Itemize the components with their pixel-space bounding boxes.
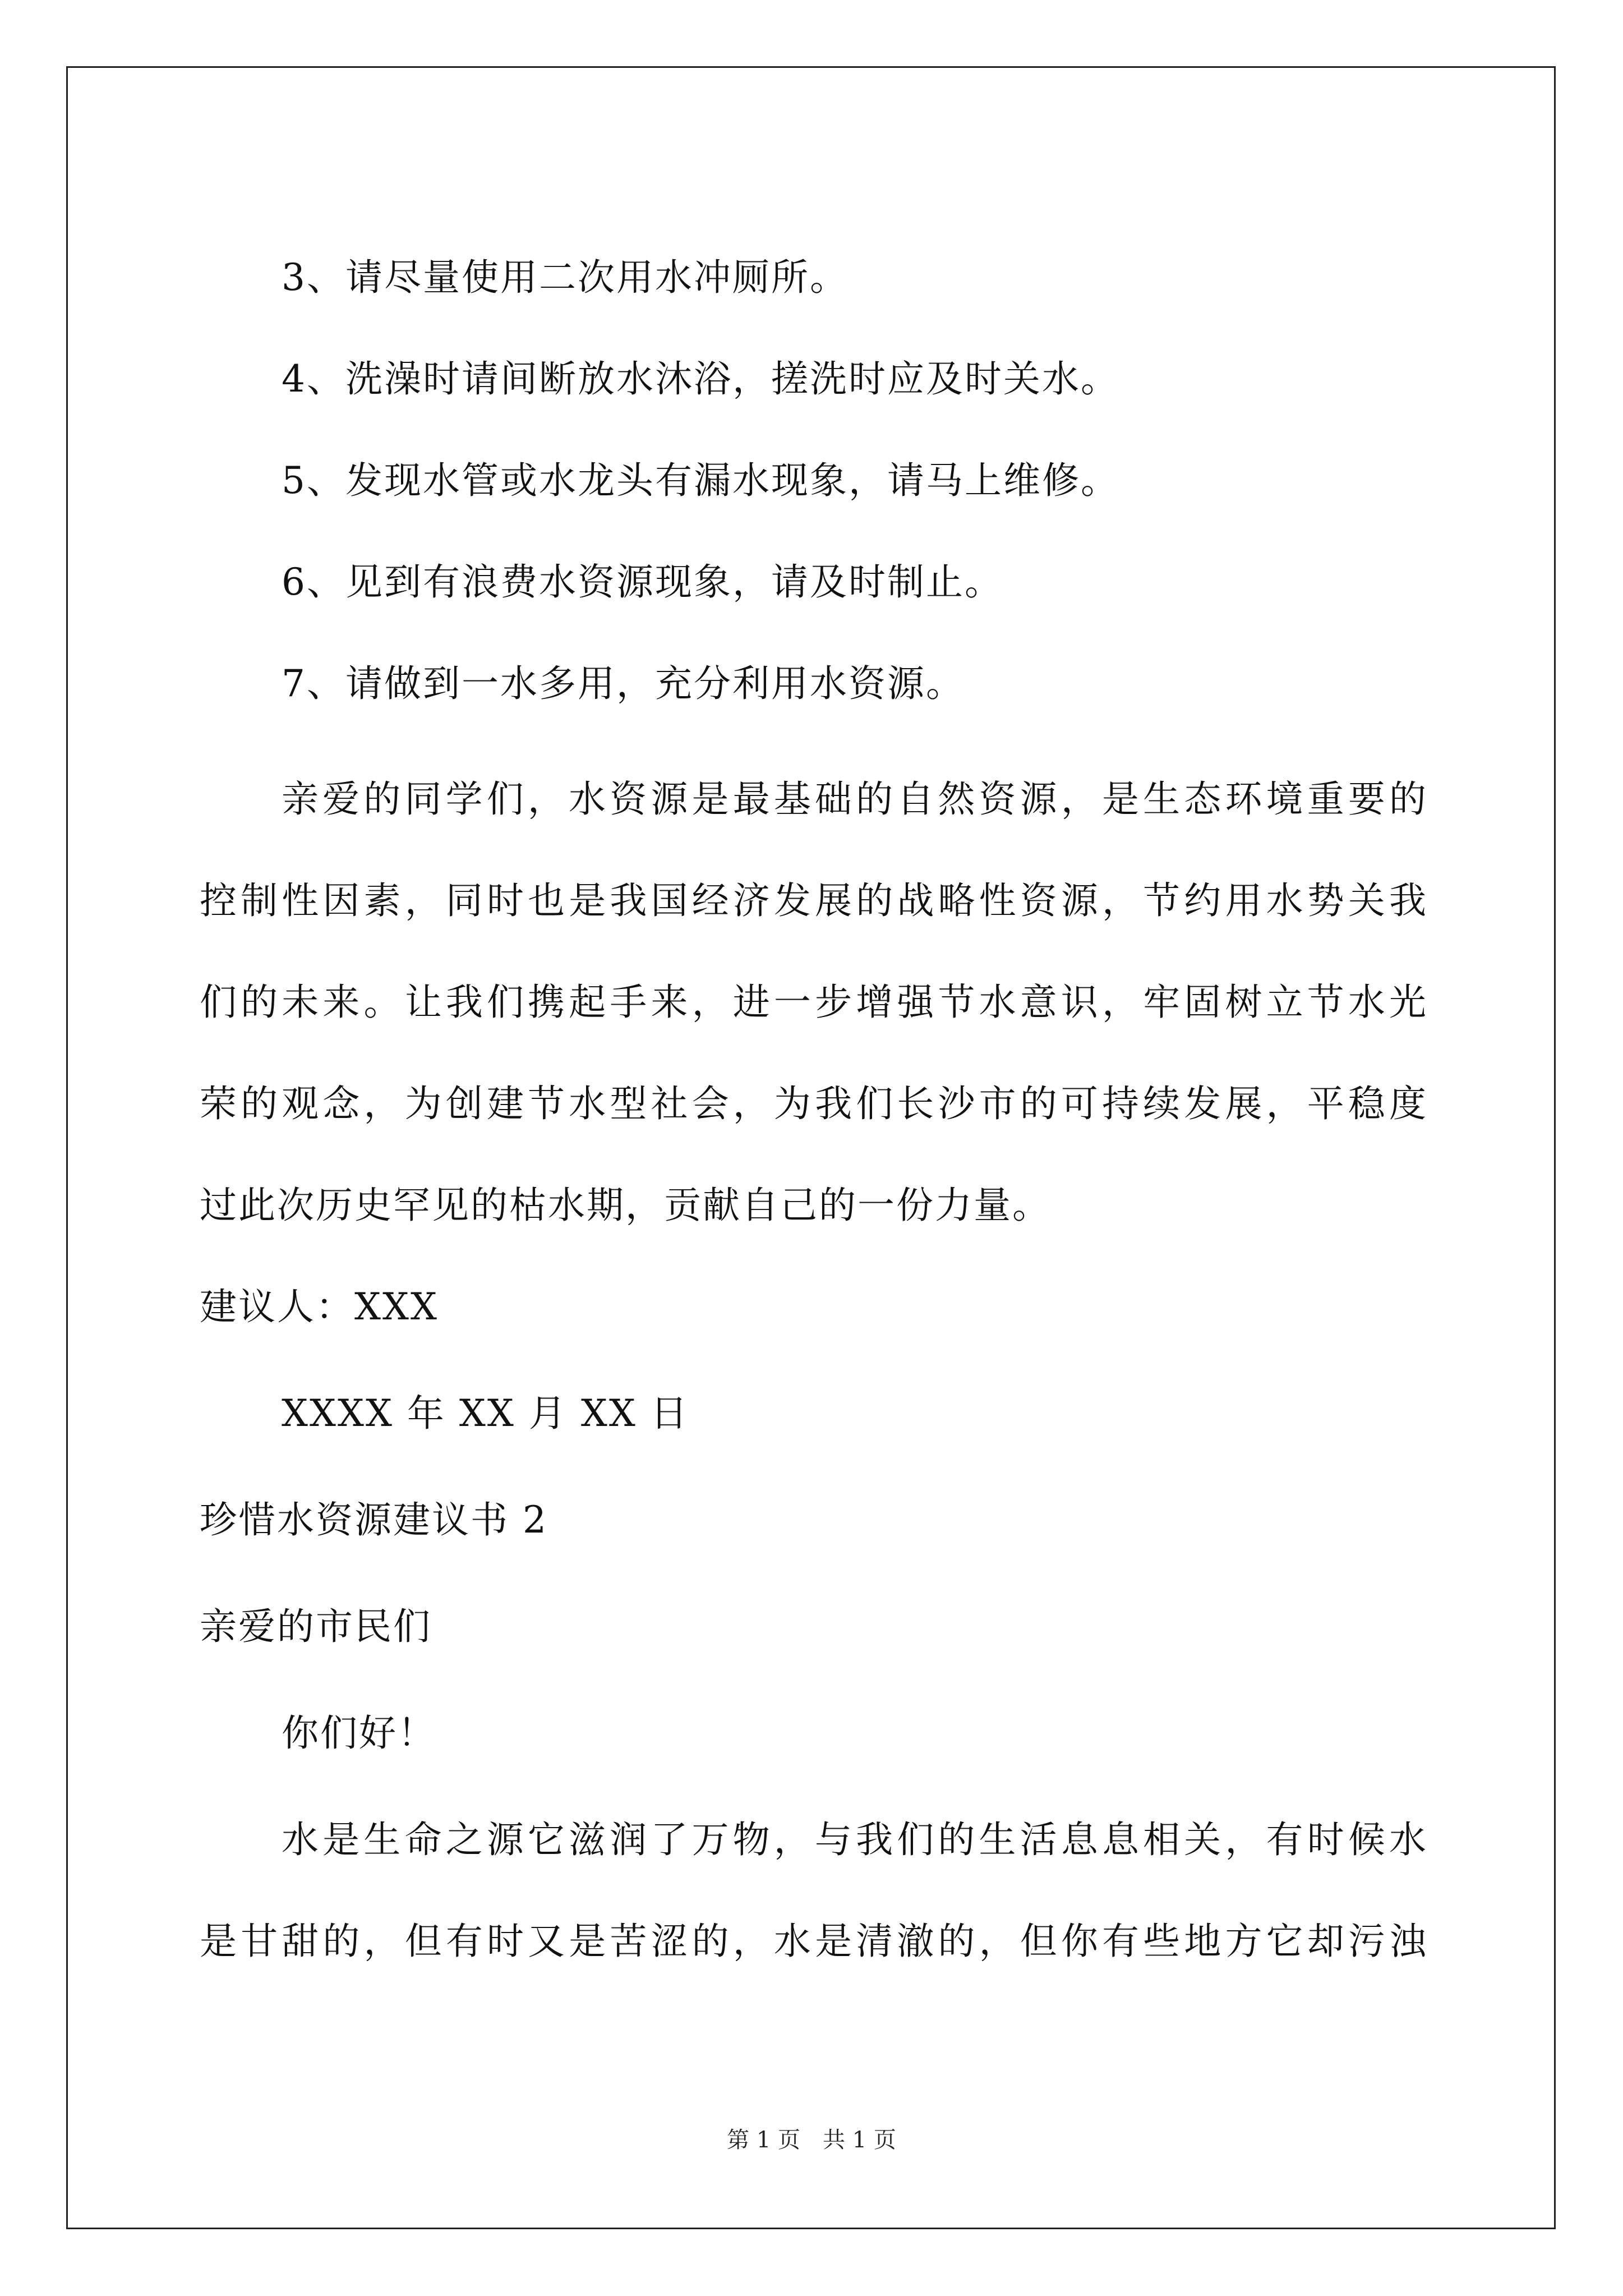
- salutation: 亲爱的市民们: [200, 1605, 432, 1648]
- date-line: XXXX 年 XX 月 XX 日: [282, 1392, 689, 1435]
- list-item-7: 7、请做到一水多用，充分利用水资源。: [282, 662, 965, 705]
- list-item-6: 6、见到有浪费水资源现象，请及时制止。: [282, 560, 1003, 604]
- paragraph-line: 们的未来。让我们携起手来，进一步增强节水意识，牢固树立节水光: [200, 981, 1428, 1024]
- paragraph-line: 控制性因素，同时也是我国经济发展的战略性资源，节约用水势关我: [200, 879, 1428, 922]
- paragraph-line: 是甘甜的，但有时又是苦涩的，水是清澈的，但你有些地方它却污浊: [200, 1920, 1428, 1963]
- list-item-4: 4、洗澡时请间断放水沐浴，搓洗时应及时关水。: [282, 357, 1119, 401]
- paragraph-line: 水是生命之源它滋润了万物，与我们的生活息息相关，有时候水: [282, 1818, 1428, 1861]
- section-title: 珍惜水资源建议书 2: [200, 1498, 548, 1542]
- list-item-3: 3、请尽量使用二次用水冲厕所。: [282, 256, 849, 299]
- proposer-line: 建议人：XXX: [200, 1285, 439, 1328]
- paragraph-line: 亲爱的同学们，水资源是最基础的自然资源，是生态环境重要的: [282, 777, 1428, 821]
- list-item-5: 5、发现水管或水龙头有漏水现象，请马上维修。: [282, 459, 1119, 502]
- greeting: 你们好！: [282, 1711, 436, 1755]
- page-number-footer: 第 1 页 共 1 页: [727, 2127, 896, 2153]
- paragraph-line: 过此次历史罕见的枯水期，贡献自己的一份力量。: [200, 1184, 1051, 1227]
- paragraph-line: 荣的观念，为创建节水型社会，为我们长沙市的可持续发展，平稳度: [200, 1082, 1428, 1125]
